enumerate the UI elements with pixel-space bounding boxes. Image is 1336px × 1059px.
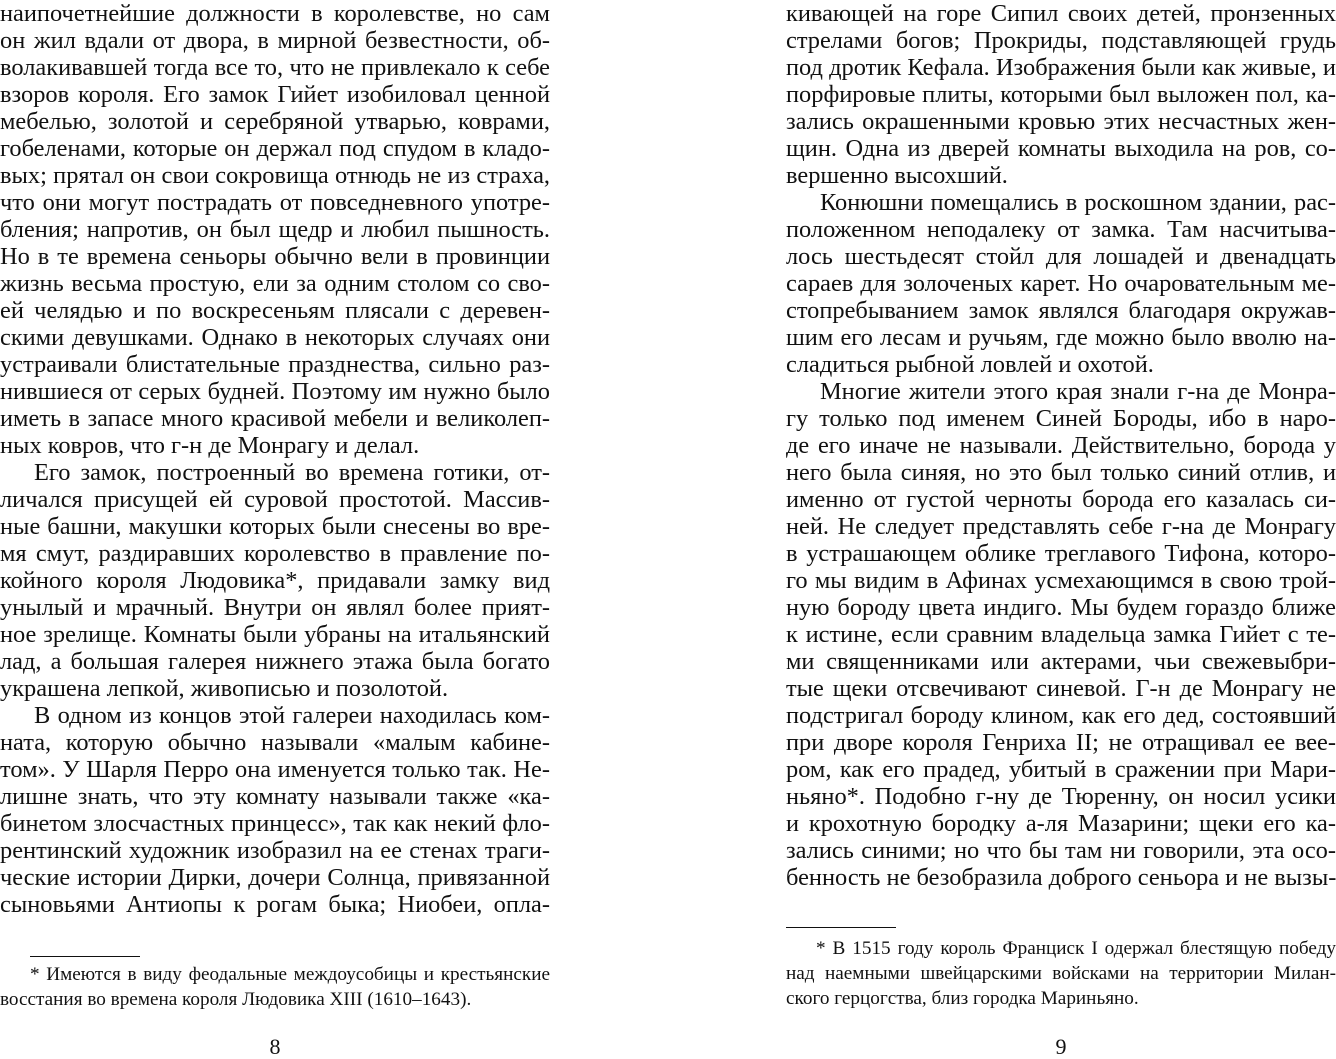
body-line: к истине, если сравним владельца замка Гийет с те-: [786, 621, 1336, 648]
body-line: ное зрелище. Комнаты были убраны на итальянский: [0, 621, 550, 648]
body-line: гу только под именем Синей Бороды, ибо в наро-: [786, 405, 1336, 432]
body-line: порфировые плиты, которыми был выложен пол, ка-: [786, 81, 1336, 108]
footnote-rule: [786, 927, 896, 928]
body-line: что они могут пострадать от повседневного употре-: [0, 189, 550, 216]
body-line: он жил вдали от двора, в мирной безвестности, об-: [0, 27, 550, 54]
left-page: [0, 0, 550, 1059]
body-line: вершенно высохший.: [786, 162, 1008, 189]
body-line: бления; напротив, он был щедр и любил пышность.: [0, 216, 550, 243]
body-line: ей челядью и по воскресеньям плясали с деревен-: [0, 297, 550, 324]
body-line: Конюшни помещались в роскошном здании, рас-: [820, 189, 1336, 216]
body-line: ньяно*. Подобно г-ну де Тюренну, он носил усики: [786, 783, 1336, 810]
body-line: ната, которую обычно называли «малым кабине-: [0, 729, 550, 756]
left-footnote: [0, 962, 550, 1012]
body-line: скими девушками. Однако в некоторых случаях они: [0, 324, 550, 351]
body-line: унылый и мрачный. Внутри он являл более прият-: [0, 594, 550, 621]
body-line: сараев для золоченых карет. Но очаровательным ме-: [786, 270, 1336, 297]
page-number: 8: [269, 1034, 281, 1059]
footnote-rule: [30, 956, 140, 957]
right-footnote: [786, 936, 1336, 1011]
body-line: под дротик Кефала. Изображения были как живые, и: [786, 54, 1336, 81]
body-line: именно от густой черноты борода его казалась си-: [786, 486, 1336, 513]
body-line: ми священниками или актерами, чьи свежевыбри-: [786, 648, 1336, 675]
left-body-text: [0, 0, 550, 918]
body-line: устраивали блистательные празднества, сильно раз-: [0, 351, 550, 378]
body-line: сыновьями Антиопы к рогам быка; Ниобеи, опла-: [0, 891, 550, 918]
body-line: сладиться рыбной ловлей и охотой.: [786, 351, 1154, 378]
body-line: Его замок, построенный во времена готики, от-: [34, 459, 550, 486]
footnote-line: восстания во времена короля Людовика XIII (1610–1643).: [0, 989, 472, 1010]
body-line: зались синими; но что бы там ни говорили, эта осо-: [786, 837, 1336, 864]
body-line: ные башни, макушки которых были снесены во вре-: [0, 513, 550, 540]
body-line: бенность не безобразила доброго сеньора и не вызы-: [786, 864, 1336, 891]
body-line: волакивавшей тогда все то, что не привлекало к себе: [0, 54, 550, 81]
footnote-line: ского герцогства, близ городка Мариньяно.: [786, 988, 1139, 1009]
body-line: бинетом злосчастных принцесс», так как некий фло-: [0, 810, 550, 837]
body-line: при дворе короля Генриха II; не отращивал ее вее-: [786, 729, 1336, 756]
body-line: положенном неподалеку от замка. Там насчитыва-: [786, 216, 1336, 243]
body-line: де его иначе не называли. Действительно, борода у: [786, 432, 1336, 459]
body-line: зались окрашенными кровью этих несчастных жен-: [786, 108, 1336, 135]
body-line: гобеленами, которые он держал под спудом в кладо-: [0, 135, 550, 162]
body-line: наипочетнейшие должности в королевстве, но сам: [0, 0, 550, 27]
body-line: рентинский художник изобразил на ее стенах траги-: [0, 837, 550, 864]
body-line: ней. Не следует представлять себе г-на де Монрагу: [786, 513, 1336, 540]
body-line: ром, как его прадед, убитый в сражении при Мари-: [786, 756, 1336, 783]
body-line: шим его лесам и ручьям, где можно было вволю на-: [786, 324, 1336, 351]
body-line: го мы видим в Афинах усмехающимся в свою трой-: [786, 567, 1336, 594]
body-line: лишне знать, что эту комнату называли также «ка-: [0, 783, 550, 810]
body-line: нившиеся от серых будней. Поэтому им нужно было: [0, 378, 550, 405]
body-line: В одном из концов этой галереи находилась ком-: [34, 702, 550, 729]
body-line: стрелами богов; Прокриды, подставляющей грудь: [786, 27, 1336, 54]
body-line: Многие жители этого края знали г-на де Монра-: [820, 378, 1336, 405]
body-line: стопребыванием замок являлся благодаря окружав-: [786, 297, 1336, 324]
body-line: ную бороду цвета индиго. Мы будем гораздо ближе: [786, 594, 1336, 621]
body-line: подстригал бороду клином, как его дед, состоявший: [786, 702, 1336, 729]
body-line: ных ковров, что г-н де Монрагу и делал.: [0, 432, 420, 459]
body-line: тые щеки отсвечивают синевой. Г-н де Монрагу не: [786, 675, 1336, 702]
right-page: [786, 0, 1336, 1059]
body-line: мебелью, золотой и серебряной утварью, коврами,: [0, 108, 550, 135]
body-line: жизнь весьма простую, ели за одним столом со сво-: [0, 270, 550, 297]
body-line: щин. Одна из дверей комнаты выходила на ров, со-: [786, 135, 1336, 162]
body-line: лад, а большая галерея нижнего этажа была богато: [0, 648, 550, 675]
body-line: него была синяя, но это был только синий отлив, и: [786, 459, 1336, 486]
right-body-text: [786, 0, 1336, 891]
body-line: мя смут, раздиравших королевство в правление по-: [0, 540, 550, 567]
page-number: 9: [1055, 1034, 1067, 1059]
body-line: и крохотную бородку а-ля Мазарини; щеки его ка-: [786, 810, 1336, 837]
body-line: ческие истории Дирки, дочери Солнца, привязанной: [0, 864, 550, 891]
body-line: украшена лепкой, живописью и позолотой.: [0, 675, 449, 702]
body-line: кивающей на горе Сипил своих детей, пронзенных: [786, 0, 1336, 27]
body-line: личался присущей ей суровой простотой. Массив-: [0, 486, 550, 513]
body-line: в устрашающем облике треглавого Тифона, которо-: [786, 540, 1336, 567]
footnote-line: * Имеются в виду феодальные междоусобицы и крестьянские: [30, 964, 550, 985]
body-line: иметь в запасе много красивой мебели и великолеп-: [0, 405, 550, 432]
body-line: койного короля Людовика*, придавали замку вид: [0, 567, 550, 594]
body-line: том». У Шарля Перро она именуется только так. Не-: [0, 756, 550, 783]
body-line: Но в те времена сеньоры обычно вели в провинции: [0, 243, 550, 270]
footnote-line: над наемными швейцарскими войсками на территории Милан-: [786, 963, 1336, 984]
body-line: лось шестьдесят стойл для лошадей и двенадцать: [786, 243, 1336, 270]
footnote-line: * В 1515 году король Франциск I одержал блестящую победу: [816, 938, 1336, 959]
body-line: взоров короля. Его замок Гийет изобиловал ценной: [0, 81, 550, 108]
body-line: вых; прятал он свои сокровища отнюдь не из страха,: [0, 162, 550, 189]
